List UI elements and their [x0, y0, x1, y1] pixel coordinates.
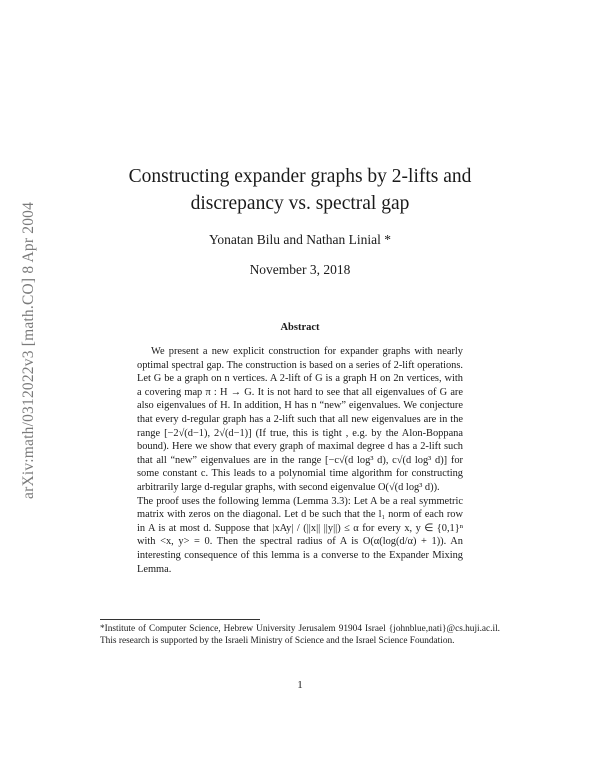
- date: November 3, 2018: [249, 262, 351, 277]
- abstract-paragraph-1: We present a new explicit construction for expander graphs with nearly optimal spectral gap. The construction is based on a series of 2-lift operations. Let G be a graph on n vertices. A 2-lift of G is a graph H on 2n vertices, with a covering map π : H → G. It is not hard to see that all eigenvalues of G are also eigenvalues of H. In addition, H has n “new” eigenvalues. We conjecture that every d-regular graph has a 2-lift such that all new eigenvalues are in the range [−2√(d−1), 2√(d−1)] (If true, this is tight , e.g. by the Alon-Boppana bound). Here we show that every graph of maximal degree d has a 2-lift such that all “new” eigenvalues are in the range [−c√(d log³ d), c√(d log³ d)] for some constant c. This leads to a polynomial time algorithm for constructing arbitrarily large d-regular graphs, with second eigenvalue O(√(d log³ d)).: [137, 346, 463, 493]
- footnote: *Institute of Computer Science, Hebrew University Jerusalem 91904 Israel {johnblue,nati}@cs.huji.ac.il. This research is supported by the Israeli Ministry of Science and the Israel Science Foundation.: [100, 624, 500, 647]
- abstract-heading: Abstract: [280, 322, 320, 333]
- paper-title: [100, 163, 500, 217]
- title-line-2: discrepancy vs. spectral gap: [190, 193, 410, 214]
- arxiv-stamp: arXiv:math/0312022v3 [math.CO] 8 Apr 2004: [20, 201, 37, 499]
- page-number: 1: [297, 679, 303, 691]
- footnote-rule: [100, 619, 260, 620]
- authors: Yonatan Bilu and Nathan Linial *: [209, 232, 391, 247]
- abstract-body: [137, 345, 463, 576]
- abstract-paragraph-2: The proof uses the following lemma (Lemma 3.3): Let A be a real symmetric matrix with zeros on the diagonal. Let d be such that the l₁ norm of each row in A is at most d. Suppose that |xAy| / (||x|| ||y||) ≤ α for every x, y ∈ {0,1}ⁿ with <x, y> = 0. Then the spectral radius of A is O(α(log(d/α) + 1)). An interesting consequence of this lemma is a converse to the Expander Mixing Lemma.: [137, 495, 463, 575]
- title-line-1: Constructing expander graphs by 2-lifts and: [128, 166, 472, 187]
